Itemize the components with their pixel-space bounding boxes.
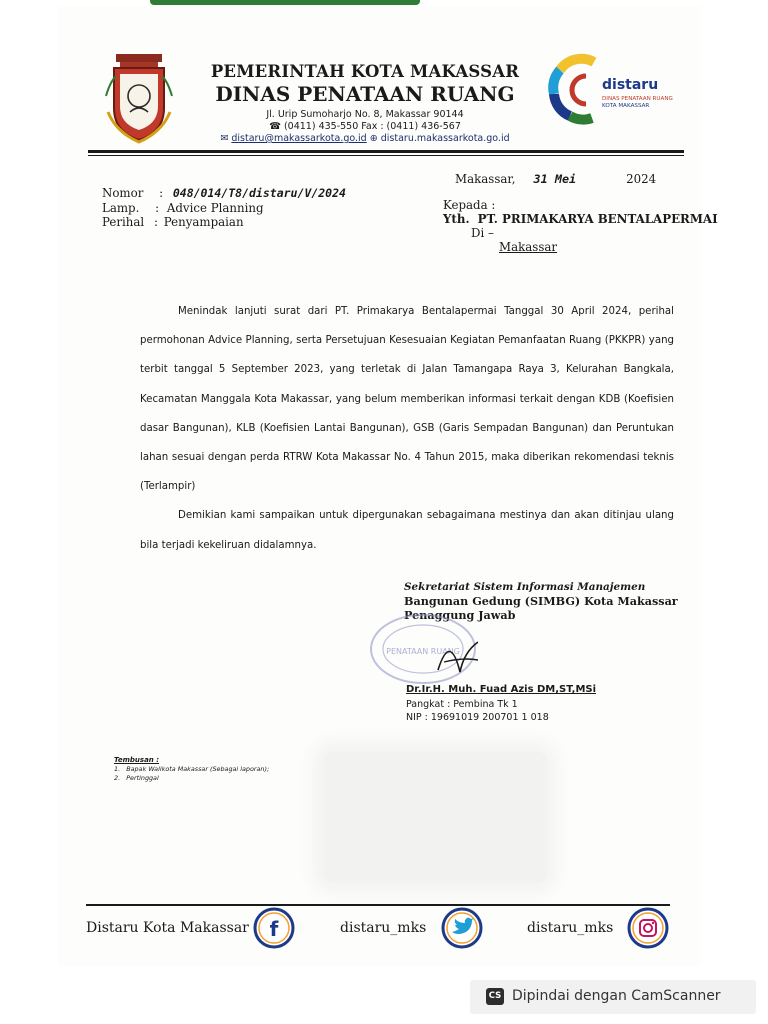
- lamp-value: Advice Planning: [166, 201, 264, 215]
- di-label: Di –: [471, 226, 494, 240]
- tembusan-item: 1. Bapak Walikota Makassar (Sebagai laporan);: [114, 765, 270, 773]
- email-link[interactable]: distaru@makassarkota.go.id: [231, 133, 367, 144]
- sig-role: Penaggung Jawab: [404, 608, 516, 622]
- sig-office-line1: Sekretariat Sistem Informasi Manajemen: [404, 581, 646, 593]
- camscanner-text: Dipindai dengan CamScanner: [512, 988, 721, 1004]
- logo-subtitle: [602, 96, 673, 110]
- paragraph-1: Menindak lanjuti surat dari PT. Primakarya Bentalapermai Tanggal 30 April 2024, perihal permohonan Advice Planning, serta Persetujuan Kesesuaian Kegiatan Pemanfaatan Ruang (PKKPR) yang terbit tanggal 5 September 2023, yang terletak di Jalan Tamangapa Raya 3, Kelurahan Bangkala, Kecamatan Manggala Kota Makassar, yang belum memberikan informasi terkait dengan KDB (Koefisien dasar Bangunan), KLB (Koefisien Lantai Bangunan), GSB (Garis Sempadan Bangunan) dan Peruntukan lahan sesuai dengan perda RTRW Kota Makassar No. 4 Tahun 2015, maka diberikan rekomendasi teknis (Terlampir): [140, 306, 674, 493]
- perihal-label: Perihal: [102, 215, 145, 229]
- lamp-row: Lamp. : Advice Planning: [102, 201, 264, 215]
- gov-name: PEMERINTAH KOTA MAKASSAR: [210, 62, 520, 81]
- paragraph-2: Demikian kami sampaikan untuk dipergunakan sebagaimana mestinya dan akan ditinjau ulang bila terjadi kekeliruan didalamnya.: [140, 510, 674, 551]
- svg-text:f: f: [269, 917, 279, 941]
- phone-fax: ☎ (0411) 435-550 Fax : (0411) 436-567: [269, 121, 461, 132]
- recipient-name: PT. PRIMAKARYA BENTALAPERMAI: [477, 212, 718, 226]
- logo-sub-line1: DINAS PENATAAN RUANG: [602, 96, 673, 102]
- carbon-copy-list: [114, 756, 269, 783]
- kepada-label: Kepada :: [443, 198, 496, 212]
- yth: Yth.: [443, 212, 470, 226]
- distaru-logo: [548, 50, 688, 130]
- footer-twitter-label: distaru_mks: [340, 920, 427, 936]
- camscanner-watermark: [470, 980, 756, 1014]
- twitter-icon[interactable]: [440, 906, 484, 950]
- recipient-block: [443, 198, 718, 254]
- recipient-city: Makassar: [499, 240, 558, 254]
- address: Jl. Urip Sumoharjo No. 8, Makassar 90144: [266, 109, 464, 120]
- tembusan-item: 2. Pertinggal: [114, 774, 159, 782]
- nomor-value: 048/014/T8/distaru/V/2024: [172, 186, 346, 200]
- perihal-row: Perihal : Penyampaian: [102, 215, 244, 229]
- agency-name: DINAS PENATAAN RUANG: [215, 82, 515, 106]
- signatory-details: [406, 698, 549, 724]
- signatory-rank: Pangkat : Pembina Tk 1: [406, 699, 518, 710]
- instagram-icon[interactable]: [626, 906, 670, 950]
- signatory-name: Dr.Ir.H. Muh. Fuad Azis DM,ST,MSi: [406, 684, 597, 695]
- globe-icon: ⊕: [369, 133, 378, 144]
- letter-body: [140, 297, 674, 560]
- place: Makassar,: [455, 172, 516, 186]
- official-stamp: [368, 612, 478, 686]
- sig-office-line2: Bangunan Gedung (SIMBG) Kota Makassar: [404, 594, 678, 608]
- year: 2024: [626, 172, 657, 186]
- place-date: [455, 172, 656, 186]
- recipient-line: [443, 212, 718, 226]
- footer-facebook-label: Distaru Kota Makassar: [86, 920, 249, 936]
- distaru-ring-icon: [548, 50, 608, 130]
- lamp-label: Lamp.: [102, 201, 140, 215]
- facebook-icon[interactable]: [252, 906, 296, 950]
- contact-line: [190, 133, 540, 144]
- perihal-value: Penyampaian: [163, 215, 244, 229]
- website-link[interactable]: distaru.makassarkota.go.id: [380, 133, 510, 144]
- header-rule-thick: [88, 150, 684, 153]
- city-crest-logo: [104, 52, 174, 144]
- footer-rule: [86, 904, 670, 906]
- header-rule-thin: [88, 155, 684, 156]
- redacted-area: [324, 752, 546, 882]
- signatory-nip: NIP : 19691019 200701 1 018: [406, 712, 549, 723]
- top-green-bar: [150, 0, 420, 5]
- mail-icon: ✉: [220, 133, 229, 144]
- nomor-label: Nomor: [102, 186, 144, 200]
- footer-instagram-label: distaru_mks: [527, 920, 614, 936]
- camscanner-icon: CS: [486, 988, 504, 1005]
- tembusan-title: Tembusan :: [114, 756, 160, 764]
- date-handwritten: 31 Mei: [533, 172, 577, 186]
- nomor-row: Nomor : 048/014/T8/distaru/V/2024: [102, 186, 346, 200]
- logo-sub-line2: KOTA MAKASSAR: [602, 103, 650, 109]
- letterhead: [190, 62, 540, 144]
- stamp-text: PENATAAN RUANG: [386, 647, 460, 656]
- logo-wordmark: distaru: [602, 77, 659, 93]
